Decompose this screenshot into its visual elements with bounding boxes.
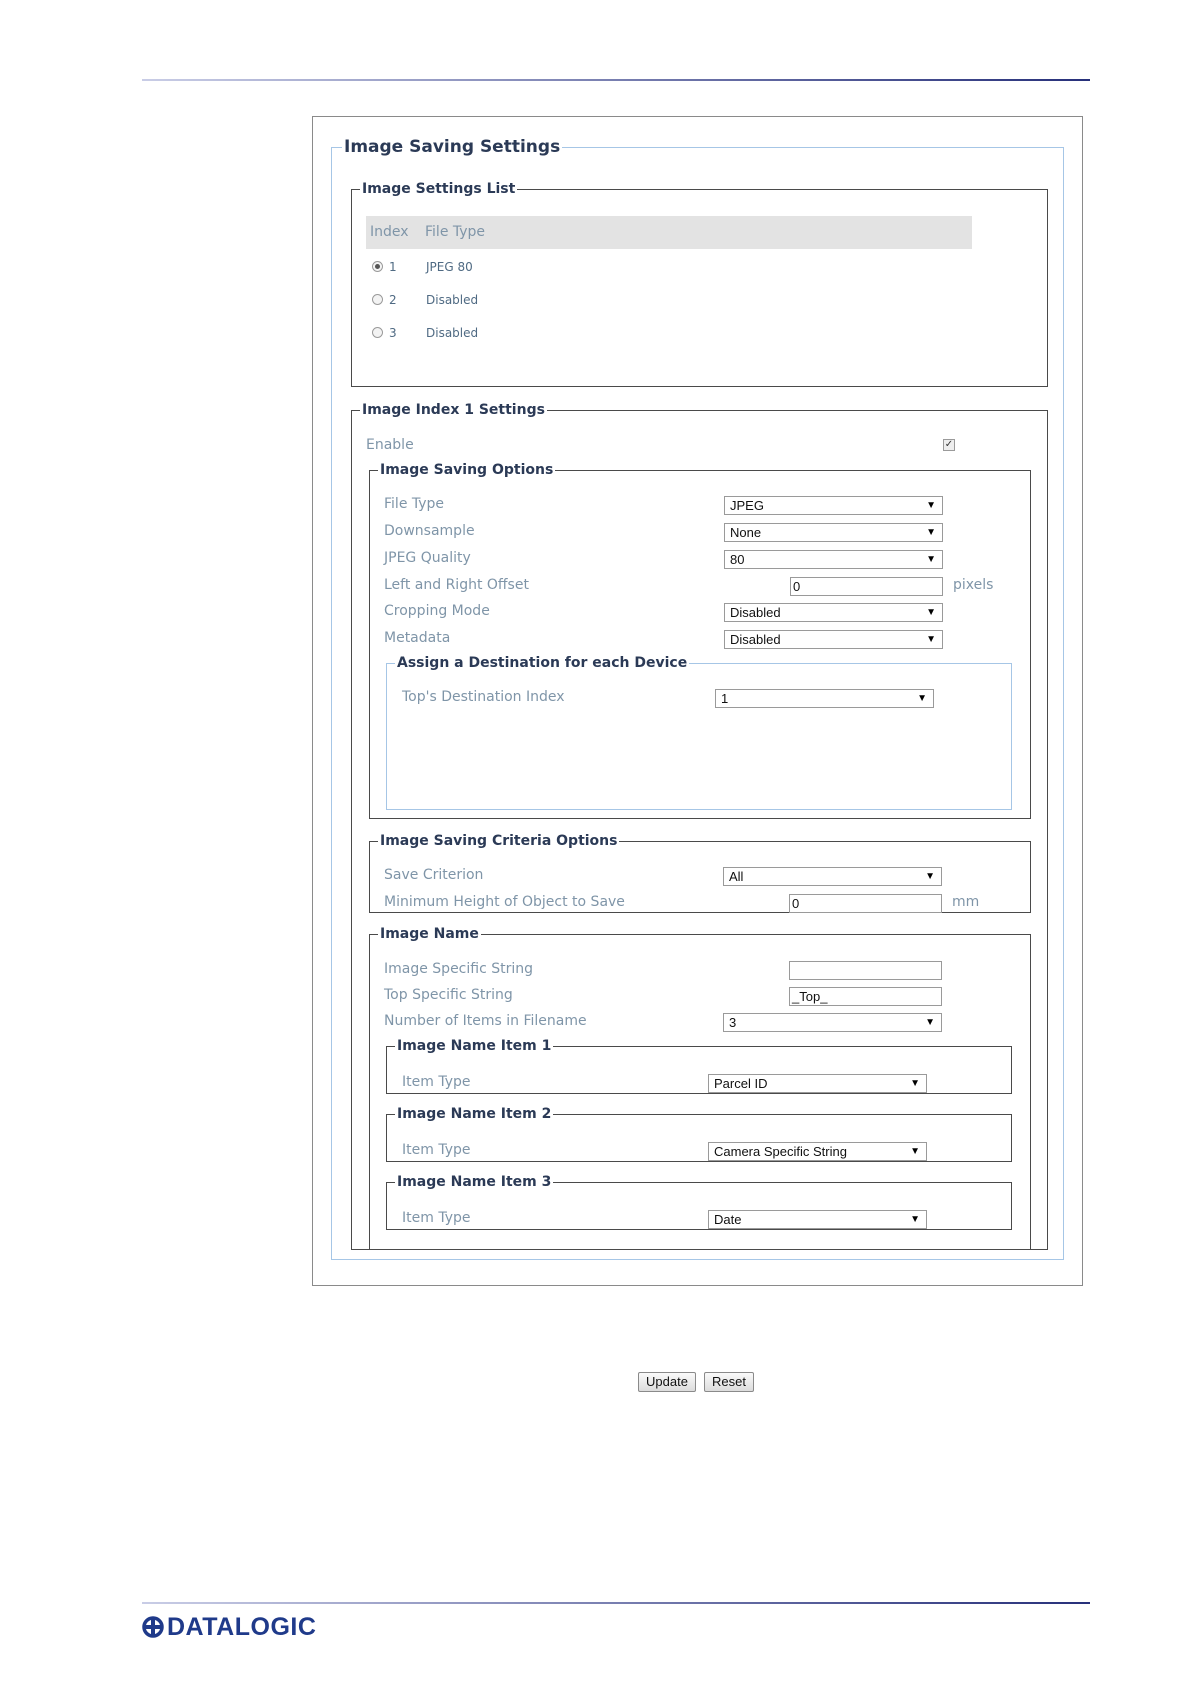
- item-type-label: Item Type: [402, 1142, 471, 1158]
- image-name-group: [369, 926, 1031, 1250]
- chevron-down-icon: ▼: [926, 607, 936, 618]
- logo-text: DATALOGIC: [167, 1612, 317, 1641]
- chevron-down-icon: ▼: [926, 500, 936, 511]
- item-type-label: Item Type: [402, 1210, 471, 1226]
- items-count-select[interactable]: 3 ▼: [723, 1013, 942, 1032]
- criteria-title: Image Saving Criteria Options: [380, 833, 618, 849]
- top-destination-label: Top's Destination Index: [402, 689, 565, 705]
- column-header-index: Index: [370, 224, 409, 240]
- logo-mark-icon: [142, 1616, 164, 1638]
- item-type-select-1[interactable]: Parcel ID ▼: [708, 1074, 927, 1093]
- chevron-down-icon: ▼: [910, 1214, 920, 1225]
- list-header: [366, 216, 972, 249]
- settings-list-title: Image Settings List: [362, 181, 516, 197]
- jpeg-quality-label: JPEG Quality: [384, 550, 471, 566]
- metadata-label: Metadata: [384, 630, 451, 646]
- min-height-unit: mm: [952, 894, 980, 910]
- row-file-type: JPEG 80: [426, 260, 473, 274]
- page-title: Image Saving Settings: [344, 137, 561, 157]
- index-settings-title: Image Index 1 Settings: [362, 402, 545, 418]
- chevron-down-icon: ▼: [926, 634, 936, 645]
- item-type-label: Item Type: [402, 1074, 471, 1090]
- image-index-settings-group: [351, 402, 1048, 1250]
- top-specific-string-label: Top Specific String: [384, 987, 513, 1003]
- image-name-item-2-group: [386, 1106, 1012, 1162]
- top-destination-select[interactable]: 1 ▼: [715, 689, 934, 708]
- image-name-item-3-group: [386, 1174, 1012, 1230]
- image-name-title: Image Name: [380, 926, 479, 942]
- cropping-mode-select[interactable]: Disabled ▼: [724, 603, 943, 622]
- image-specific-string-label: Image Specific String: [384, 961, 534, 977]
- row-index: 1: [389, 260, 397, 274]
- top-specific-string-input[interactable]: _Top_: [789, 987, 942, 1006]
- item-type-select-2[interactable]: Camera Specific String ▼: [708, 1142, 927, 1161]
- item-type-select-3[interactable]: Date ▼: [708, 1210, 927, 1229]
- column-header-file-type: File Type: [425, 224, 486, 240]
- radio-index-2[interactable]: [372, 294, 383, 305]
- min-height-input[interactable]: 0: [789, 894, 942, 913]
- downsample-label: Downsample: [384, 523, 475, 539]
- metadata-select[interactable]: Disabled ▼: [724, 630, 943, 649]
- reset-button[interactable]: Reset: [704, 1372, 754, 1392]
- chevron-down-icon: ▼: [926, 554, 936, 565]
- footer-rule: [142, 1602, 1090, 1604]
- settings-panel: [312, 116, 1083, 1389]
- enable-label: Enable: [366, 437, 414, 453]
- chevron-down-icon: ▼: [925, 1017, 935, 1028]
- chevron-down-icon: ▼: [917, 693, 927, 704]
- min-height-label: Minimum Height of Object to Save: [384, 894, 625, 910]
- row-index: 2: [389, 293, 397, 307]
- save-criterion-select[interactable]: All ▼: [723, 867, 942, 886]
- chevron-down-icon: ▼: [925, 871, 935, 882]
- image-specific-string-input[interactable]: [789, 961, 942, 980]
- row-index: 3: [389, 326, 397, 340]
- image-name-item-1-group: [386, 1038, 1012, 1094]
- chevron-down-icon: ▼: [910, 1146, 920, 1157]
- offset-unit: pixels: [953, 577, 994, 593]
- file-type-label: File Type: [384, 496, 445, 512]
- jpeg-quality-select[interactable]: 80 ▼: [724, 550, 943, 569]
- cropping-label: Cropping Mode: [384, 603, 490, 619]
- offset-label: Left and Right Offset: [384, 577, 529, 593]
- offset-input[interactable]: 0: [790, 577, 943, 596]
- chevron-down-icon: ▼: [910, 1078, 920, 1089]
- destination-title: Assign a Destination for each Device: [397, 655, 688, 671]
- downsample-select[interactable]: None ▼: [724, 523, 943, 542]
- row-file-type: Disabled: [426, 293, 479, 307]
- enable-checkbox[interactable]: ✓: [944, 439, 954, 450]
- items-count-label: Number of Items in Filename: [384, 1013, 587, 1029]
- radio-index-3[interactable]: [372, 327, 383, 338]
- image-name-item-title: Image Name Item 2: [397, 1106, 552, 1122]
- image-saving-settings-group: [331, 137, 1064, 1260]
- image-settings-list-group: [351, 181, 1048, 387]
- row-file-type: Disabled: [426, 326, 479, 340]
- image-name-item-title: Image Name Item 3: [397, 1174, 552, 1190]
- image-name-item-title: Image Name Item 1: [397, 1038, 552, 1054]
- update-button[interactable]: Update: [638, 1372, 696, 1392]
- options-title: Image Saving Options: [380, 462, 554, 478]
- header-rule: [142, 79, 1090, 81]
- datalogic-logo: [142, 1612, 316, 1642]
- save-criterion-label: Save Criterion: [384, 867, 484, 883]
- criteria-options-group: [369, 833, 1031, 913]
- file-type-select[interactable]: JPEG ▼: [724, 496, 943, 515]
- radio-index-1[interactable]: [372, 261, 383, 272]
- chevron-down-icon: ▼: [926, 527, 936, 538]
- destination-group: [386, 655, 1012, 810]
- image-saving-options-group: [369, 462, 1031, 819]
